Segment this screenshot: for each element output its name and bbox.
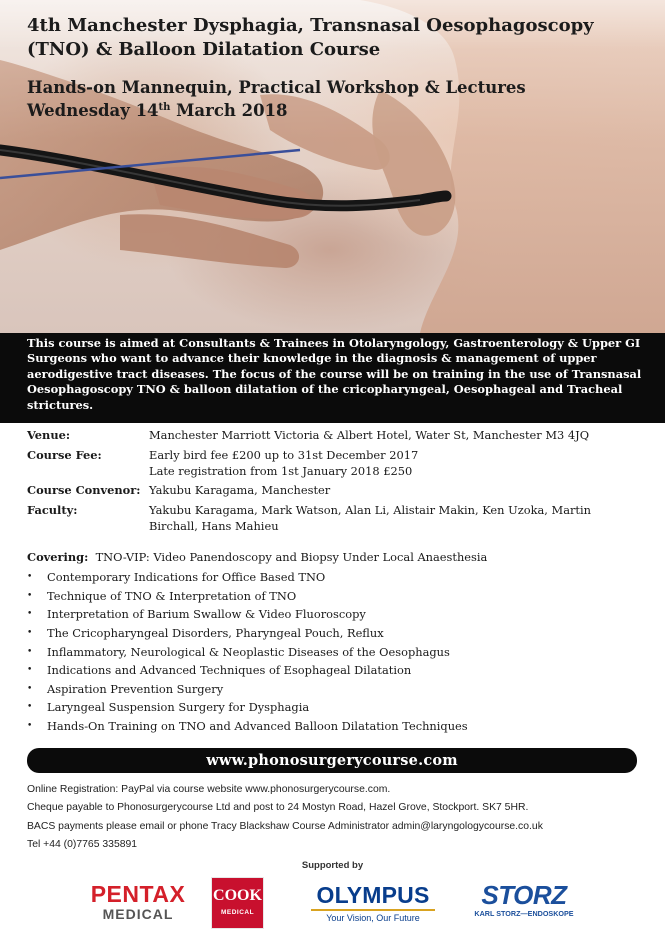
olympus-logo [303, 882, 443, 924]
early-bird-fee: Early bird fee £200 up to 31st December 2017 [149, 447, 419, 462]
late-registration-fee: Late registration from 1st January 2018 £250 [149, 463, 413, 478]
covering-value: TNO-VIP: Video Panendoscopy and Biopsy Under Local Anaesthesia [95, 550, 488, 564]
list-item-text: Interpretation of Barium Swallow & Video Fluoroscopy [47, 607, 366, 622]
course-title-line-2: (TNO) & Balloon Dilatation Course [27, 39, 381, 60]
cheque-instructions: Cheque payable to Phonosurgerycourse Ltd and post to 24 Mostyn Road, Hazel Grove, Stockport. SK7 5HR. [27, 802, 529, 814]
venue-value: Manchester Marriott Victoria & Albert Hotel, Water St, Manchester M3 4JQ [149, 428, 590, 442]
list-item-text: Laryngeal Suspension Surgery for Dysphagia [47, 700, 310, 715]
venue-label: Venue: [27, 428, 71, 442]
faculty-value: Yakubu Karagama, Mark Watson, Alan Li, Alistair Makin, Ken Uzoka, Martin Birchall, Hans Mahieu [149, 503, 591, 533]
pentax-logo-subtitle: MEDICAL [102, 906, 174, 922]
list-item [27, 717, 637, 736]
course-date [27, 99, 647, 122]
course-subtitle-block [27, 76, 647, 122]
list-item [27, 605, 637, 624]
convenor-value: Yakubu Karagama, Manchester [149, 483, 331, 498]
list-item [27, 661, 637, 680]
faculty-label: Faculty: [27, 503, 78, 518]
bullet-icon: • [27, 609, 33, 620]
online-registration: Online Registration: PayPal via course website www.phonosurgerycourse.com. [27, 784, 391, 795]
covering-label: Covering: [27, 550, 89, 564]
venue-row [27, 428, 637, 444]
list-item [27, 624, 637, 643]
list-item-text: Inflammatory, Neurological & Neoplastic Diseases of the Oesophagus [47, 644, 450, 659]
course-title-line-1: 4th Manchester Dysphagia, Transnasal Oesophagoscopy [27, 15, 594, 36]
list-item-text: Indications and Advanced Techniques of Esophageal Dilatation [47, 663, 412, 678]
bullet-icon: • [27, 721, 33, 732]
pentax-medical-logo [88, 882, 188, 922]
bacs-instructions: BACS payments please email or phone Tracy Blackshaw Course Administrator admin@laryngologycourse.co.uk [27, 820, 543, 832]
course-date-prefix: Wednesday 14 [27, 101, 159, 120]
telephone: Tel +44 (0)7765 335891 [27, 838, 138, 850]
list-item [27, 587, 637, 606]
bullet-icon: • [27, 628, 33, 639]
list-item-text: Contemporary Indications for Office Based TNO [47, 570, 326, 585]
cook-medical-logo [211, 877, 264, 929]
cook-logo-subtitle: MEDICAL [220, 909, 255, 916]
storz-logo-subtitle: KARL STORZ—ENDOSKOPE [474, 909, 574, 918]
list-item [27, 698, 637, 717]
list-item [27, 642, 637, 661]
list-item [27, 568, 637, 587]
convenor-label: Course Convenor: [27, 483, 141, 498]
bullet-icon: • [27, 702, 33, 713]
olympus-logo-tagline: Your Vision, Our Future [326, 913, 420, 923]
bullet-icon: • [27, 646, 33, 657]
course-intro [0, 333, 665, 423]
faculty-row [27, 503, 637, 535]
course-date-suffix: March 2018 [170, 101, 288, 120]
course-title [27, 14, 647, 62]
course-subtitle: Hands-on Mannequin, Practical Workshop & Lectures [27, 78, 526, 97]
olympus-logo-wordmark: OLYMPUS [316, 882, 430, 908]
storz-logo-wordmark: STORZ [481, 880, 567, 910]
registration-info [27, 781, 647, 854]
list-item-text: Technique of TNO & Interpretation of TNO [47, 588, 297, 603]
course-date-ordinal: th [158, 102, 171, 113]
supported-by-label: Supported by [301, 860, 364, 871]
hero-photo [0, 0, 665, 333]
course-details [27, 428, 637, 539]
course-intro-text: This course is aimed at Consultants & Trainees in Otolaryngology, Gastroenterology & Upper GI Surgeons who want to advance their knowledge in the diagnosis & management of upper aerodigestive tract diseases. The focus of the course will be on training in the use of Transnasal Oesophagoscopy TNO & balloon dilatation of the cricopharyngeal, Oesophageal and Tracheal strictures. [27, 336, 642, 412]
list-item-text: Aspiration Prevention Surgery [47, 681, 224, 696]
course-fee-value [149, 448, 637, 480]
bullet-icon: • [27, 665, 33, 676]
covering-heading [27, 550, 637, 565]
bullet-icon: • [27, 590, 33, 601]
convenor-row [27, 483, 637, 499]
website-link[interactable]: www.phonosurgerycourse.com [27, 748, 637, 773]
karl-storz-logo [465, 882, 583, 918]
bullet-icon: • [27, 572, 33, 583]
olympus-logo-bar [311, 909, 435, 911]
list-item-text: The Cricopharyngeal Disorders, Pharyngeal Pouch, Reflux [47, 626, 384, 641]
list-item-text: Hands-On Training on TNO and Advanced Balloon Dilatation Techniques [47, 719, 468, 734]
cook-logo-wordmark: COOK [213, 887, 262, 904]
bullet-icon: • [27, 683, 33, 694]
course-fee-label: Course Fee: [27, 447, 102, 462]
topics-list [27, 568, 637, 735]
pentax-logo-wordmark: PENTAX [90, 881, 186, 907]
list-item [27, 680, 637, 699]
course-fee-row [27, 448, 637, 480]
